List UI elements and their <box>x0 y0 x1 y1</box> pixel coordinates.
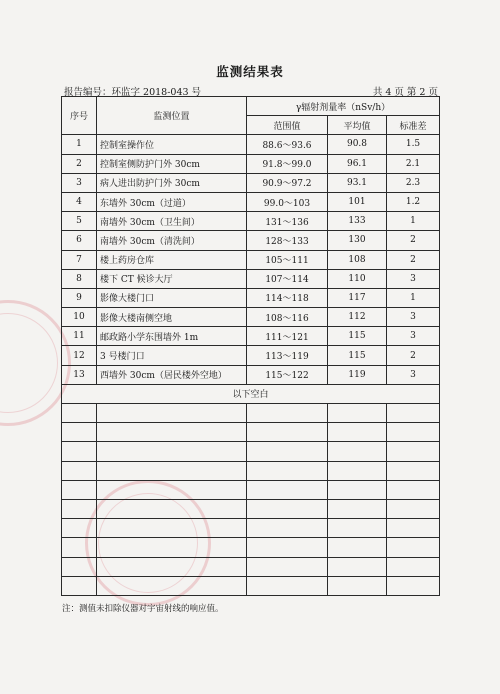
cell-location: 影像大楼南侧空地 <box>97 308 247 327</box>
empty-cell <box>97 519 247 538</box>
empty-cell <box>62 480 97 499</box>
blank-marker-row <box>62 384 440 403</box>
cell-mean: 112 <box>328 308 387 327</box>
empty-cell <box>97 442 247 461</box>
cell-range: 88.6～93.6 <box>247 135 328 154</box>
table-row <box>62 346 440 365</box>
empty-cell <box>387 499 440 518</box>
cell-std: 1 <box>387 212 440 231</box>
empty-row <box>62 576 440 595</box>
empty-cell <box>328 499 387 518</box>
cell-location: 病人进出防护门外 30cm <box>97 173 247 192</box>
empty-cell <box>247 576 328 595</box>
empty-cell <box>387 480 440 499</box>
empty-cell <box>97 404 247 423</box>
cell-no: 13 <box>62 365 97 384</box>
cell-range: 131～136 <box>247 212 328 231</box>
cell-std: 1.2 <box>387 192 440 211</box>
cell-mean: 110 <box>328 269 387 288</box>
empty-cell <box>247 461 328 480</box>
header-no: 序号 <box>62 97 97 135</box>
empty-cell <box>97 538 247 557</box>
empty-cell <box>62 404 97 423</box>
cell-no: 11 <box>62 327 97 346</box>
empty-row <box>62 557 440 576</box>
cell-mean: 93.1 <box>328 173 387 192</box>
table-row <box>62 250 440 269</box>
cell-std: 2 <box>387 231 440 250</box>
empty-cell <box>62 423 97 442</box>
empty-cell <box>247 442 328 461</box>
cell-location: 控制室侧防护门外 30cm <box>97 154 247 173</box>
cell-no: 2 <box>62 154 97 173</box>
cell-no: 6 <box>62 231 97 250</box>
cell-range: 90.9～97.2 <box>247 173 328 192</box>
cell-mean: 90.8 <box>328 135 387 154</box>
empty-cell <box>247 480 328 499</box>
empty-cell <box>62 576 97 595</box>
cell-mean: 115 <box>328 346 387 365</box>
table-body <box>62 135 440 596</box>
cell-std: 3 <box>387 365 440 384</box>
empty-cell <box>97 576 247 595</box>
cell-std: 2 <box>387 250 440 269</box>
table-row <box>62 173 440 192</box>
empty-cell <box>97 461 247 480</box>
empty-cell <box>97 423 247 442</box>
cell-no: 9 <box>62 288 97 307</box>
cell-no: 1 <box>62 135 97 154</box>
blank-marker: 以下空白 <box>62 384 440 403</box>
cell-mean: 119 <box>328 365 387 384</box>
cell-range: 99.0～103 <box>247 192 328 211</box>
cell-no: 7 <box>62 250 97 269</box>
empty-row <box>62 442 440 461</box>
cell-range: 114～118 <box>247 288 328 307</box>
empty-cell <box>387 519 440 538</box>
cell-no: 8 <box>62 269 97 288</box>
empty-row <box>62 404 440 423</box>
cell-mean: 133 <box>328 212 387 231</box>
empty-cell <box>328 404 387 423</box>
header-location: 监测位置 <box>97 97 247 135</box>
header-range: 范围值 <box>247 116 328 135</box>
cell-location: 楼下 CT 候诊大厅 <box>97 269 247 288</box>
page-info: 共 4 页 第 2 页 <box>372 87 438 98</box>
table-row <box>62 288 440 307</box>
cell-std: 2 <box>387 346 440 365</box>
table-row <box>62 192 440 211</box>
cell-std: 1 <box>387 288 440 307</box>
page-title: 监测结果表 <box>216 64 284 79</box>
cell-no: 4 <box>62 192 97 211</box>
header-std: 标准差 <box>387 116 440 135</box>
table-row <box>62 365 440 384</box>
results-table <box>61 96 440 596</box>
empty-cell <box>328 480 387 499</box>
header-dose-rate: γ辐射剂量率（nSv/h） <box>247 97 440 116</box>
cell-std: 3 <box>387 308 440 327</box>
empty-cell <box>328 423 387 442</box>
cell-range: 91.8～99.0 <box>247 154 328 173</box>
empty-cell <box>247 404 328 423</box>
empty-cell <box>387 442 440 461</box>
cell-no: 10 <box>62 308 97 327</box>
cell-location: 3 号楼门口 <box>97 346 247 365</box>
table-row <box>62 269 440 288</box>
empty-row <box>62 519 440 538</box>
empty-cell <box>247 557 328 576</box>
cell-location: 楼上药房仓库 <box>97 250 247 269</box>
table-row <box>62 327 440 346</box>
table-row <box>62 308 440 327</box>
cell-std: 3 <box>387 269 440 288</box>
table-header <box>62 97 440 135</box>
table-row <box>62 212 440 231</box>
cell-location: 控制室操作位 <box>97 135 247 154</box>
cell-range: 113～119 <box>247 346 328 365</box>
empty-cell <box>387 423 440 442</box>
empty-row <box>62 538 440 557</box>
empty-cell <box>97 480 247 499</box>
empty-cell <box>62 461 97 480</box>
empty-cell <box>328 442 387 461</box>
cell-std: 1.5 <box>387 135 440 154</box>
cell-location: 邮政路小学东围墙外 1m <box>97 327 247 346</box>
cell-mean: 130 <box>328 231 387 250</box>
cell-mean: 115 <box>328 327 387 346</box>
report-number: 报告编号：环监字 2018-043 号 <box>64 87 202 98</box>
cell-no: 12 <box>62 346 97 365</box>
empty-cell <box>328 519 387 538</box>
cell-mean: 101 <box>328 192 387 211</box>
empty-cell <box>97 499 247 518</box>
cell-range: 111～121 <box>247 327 328 346</box>
cell-range: 128～133 <box>247 231 328 250</box>
cell-location: 西墙外 30cm（居民楼外空地） <box>97 365 247 384</box>
cell-range: 108～116 <box>247 308 328 327</box>
empty-cell <box>62 519 97 538</box>
cell-no: 5 <box>62 212 97 231</box>
empty-cell <box>387 461 440 480</box>
table-row <box>62 135 440 154</box>
empty-row <box>62 423 440 442</box>
cell-no: 3 <box>62 173 97 192</box>
empty-cell <box>328 557 387 576</box>
cell-range: 107～114 <box>247 269 328 288</box>
empty-cell <box>97 557 247 576</box>
cell-std: 3 <box>387 327 440 346</box>
empty-cell <box>387 404 440 423</box>
cell-range: 115～122 <box>247 365 328 384</box>
empty-cell <box>387 576 440 595</box>
empty-cell <box>247 519 328 538</box>
cell-mean: 96.1 <box>328 154 387 173</box>
empty-row <box>62 499 440 518</box>
table-row <box>62 154 440 173</box>
empty-cell <box>62 442 97 461</box>
empty-cell <box>328 538 387 557</box>
empty-cell <box>62 499 97 518</box>
empty-cell <box>247 499 328 518</box>
empty-cell <box>62 538 97 557</box>
empty-cell <box>62 557 97 576</box>
cell-location: 影像大楼门口 <box>97 288 247 307</box>
empty-cell <box>247 538 328 557</box>
cell-range: 105～111 <box>247 250 328 269</box>
header-mean: 平均值 <box>328 116 387 135</box>
cell-mean: 117 <box>328 288 387 307</box>
empty-cell <box>387 557 440 576</box>
empty-row <box>62 480 440 499</box>
table-row <box>62 231 440 250</box>
empty-cell <box>247 423 328 442</box>
empty-cell <box>328 461 387 480</box>
empty-cell <box>328 576 387 595</box>
cell-location: 东墙外 30cm（过道） <box>97 192 247 211</box>
empty-row <box>62 461 440 480</box>
empty-cell <box>387 538 440 557</box>
cell-std: 2.3 <box>387 173 440 192</box>
cell-std: 2.1 <box>387 154 440 173</box>
footnote: 注：测值未扣除仪器对宇宙射线的响应值。 <box>62 604 224 614</box>
cell-mean: 108 <box>328 250 387 269</box>
cell-location: 南墙外 30cm（清洗间） <box>97 231 247 250</box>
cell-location: 南墙外 30cm（卫生间） <box>97 212 247 231</box>
